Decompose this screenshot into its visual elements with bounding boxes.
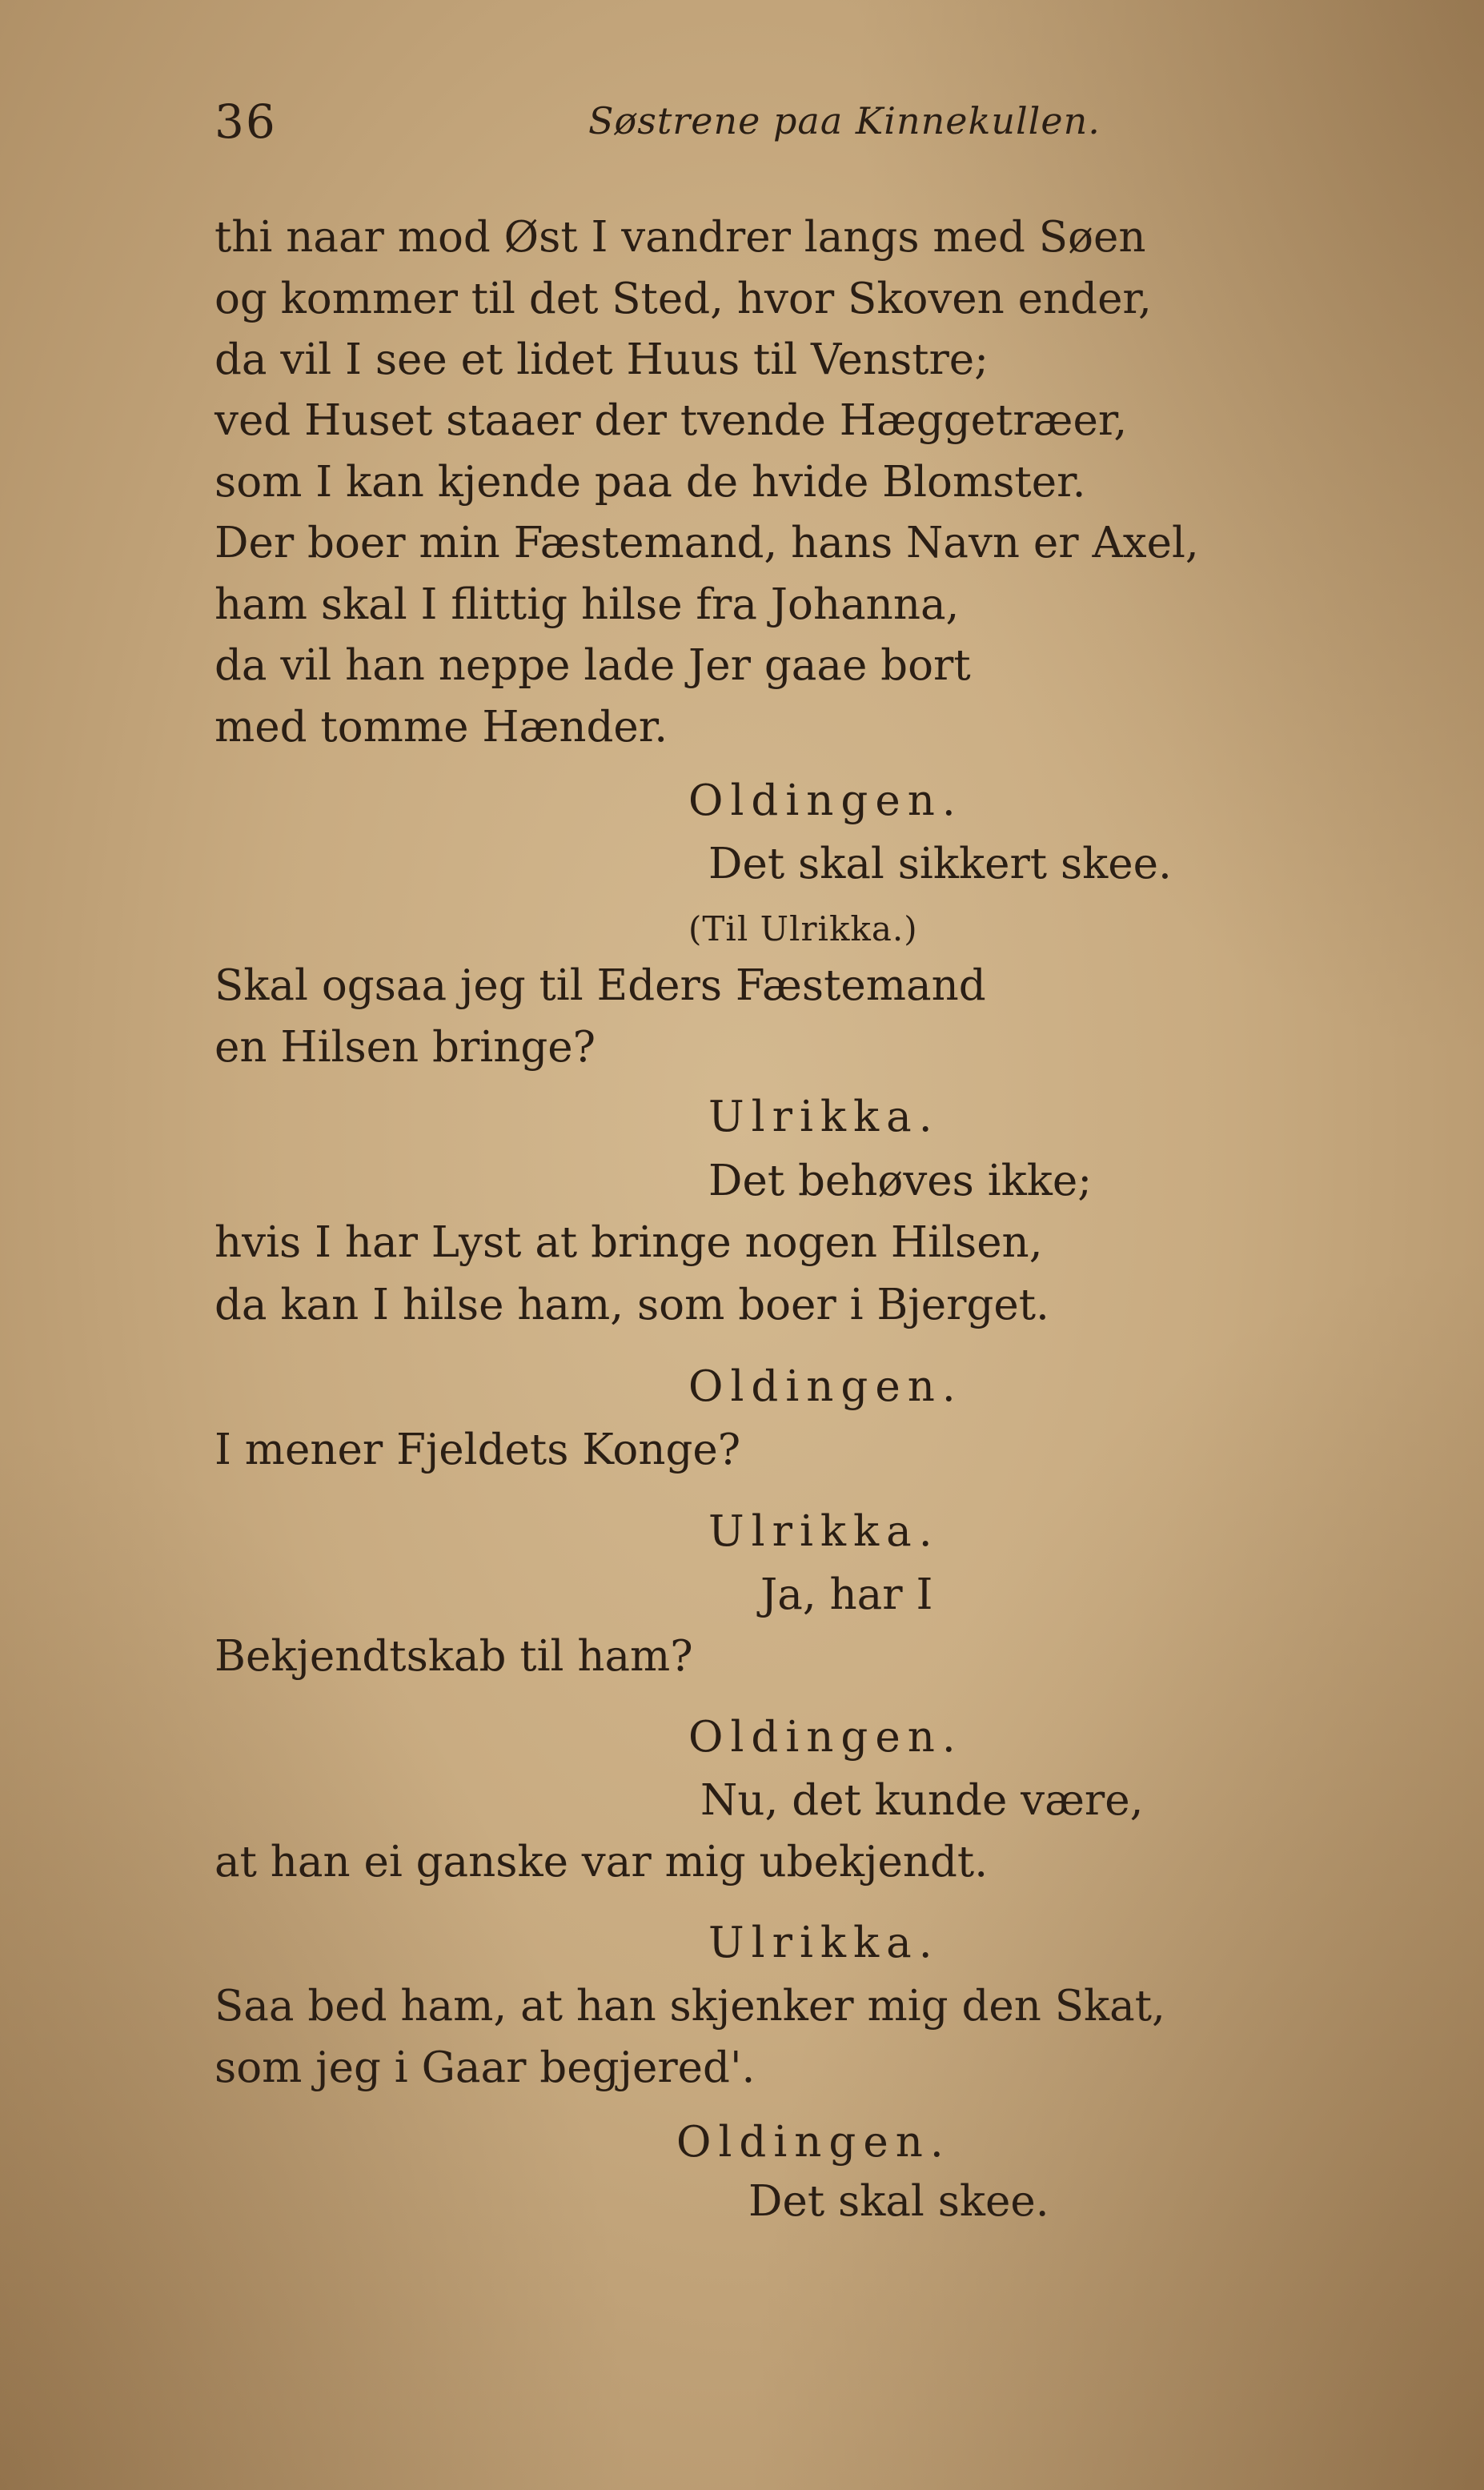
speaker-name: Oldingen. [676, 2118, 951, 2167]
verse-line: I mener Fjeldets Konge? [215, 1425, 741, 1474]
verse-line: ham skal I flittig hilse fra Johanna, [215, 580, 960, 629]
verse-line: Skal ogsaa jeg til Eders Fæstemand [215, 961, 986, 1010]
verse-line: Bekjendtskab til ham? [215, 1632, 693, 1681]
speaker-name: Ulrikka. [708, 1093, 940, 1141]
speaker-name: Oldingen. [688, 776, 963, 825]
verse-line: og kommer til det Sted, hvor Skoven ender, [215, 275, 1152, 323]
page-header [0, 0, 1484, 160]
verse-line: da kan I hilse ham, som boer i Bjerget. [215, 1281, 1049, 1329]
speaker-name: Oldingen. [688, 1713, 963, 1762]
verse-line: med tomme Hænder. [215, 703, 668, 752]
verse-line: som I kan kjende paa de hvide Blomster. [215, 458, 1086, 507]
verse-line: Der boer min Fæstemand, hans Navn er Axel, [215, 519, 1199, 567]
verse-line: Det behøves ikke; [708, 1157, 1093, 1205]
verse-line: thi naar mod Øst I vandrer langs med Søen [215, 213, 1146, 262]
page-number: 36 [215, 94, 277, 149]
speaker-name: Ulrikka. [708, 1507, 940, 1556]
verse-line: Nu, det kunde være, [700, 1776, 1144, 1825]
verse-line: Saa bed ham, at han skjenker mig den Skat, [215, 1982, 1165, 2031]
verse-line: som jeg i Gaar begjered'. [215, 2043, 756, 2092]
verse-line: at han ei ganske var mig ubekjendt. [215, 1838, 989, 1887]
verse-line: hvis I har Lyst at bringe nogen Hilsen, [215, 1218, 1043, 1267]
stage-direction: (Til Ulrikka.) [688, 909, 918, 948]
verse-line: da vil han neppe lade Jer gaae bort [215, 641, 971, 690]
verse-line: Det skal sikkert skee. [708, 840, 1172, 888]
speaker-name: Oldingen. [688, 1362, 963, 1411]
speaker-name: Ulrikka. [708, 1919, 940, 1967]
verse-line: da vil I see et lidet Huus til Venstre; [215, 335, 989, 384]
verse-line: Det skal skee. [748, 2177, 1049, 2226]
verse-line: en Hilsen bringe? [215, 1023, 596, 1072]
running-title: Søstrene paa Kinnekullen. [588, 99, 1101, 142]
verse-line: ved Huset staaer der tvende Hæggetræer, [215, 396, 1128, 445]
verse-line: Ja, har I [760, 1570, 933, 1619]
